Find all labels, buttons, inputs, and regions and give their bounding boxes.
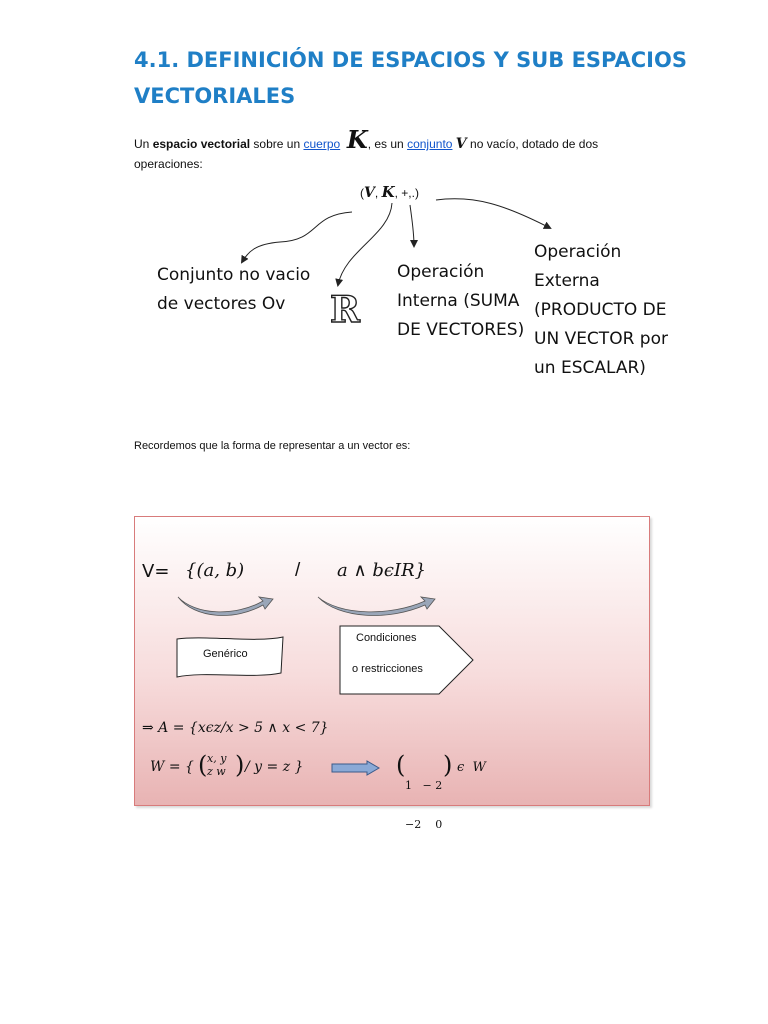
generico-label: Genérico [203, 648, 248, 660]
intro-word: , es un [367, 137, 404, 151]
label-line: Conjunto no vacio [157, 265, 311, 285]
cuerpo-link[interactable]: cuerpo [303, 137, 341, 151]
paren-open: ( [198, 751, 208, 779]
v-label: V= [142, 561, 170, 582]
result-matrix-row: −2 0 [405, 818, 443, 831]
set-symbol-v: V [455, 136, 467, 152]
field-symbol-k: K [346, 125, 368, 154]
label-line: Operación [397, 262, 485, 282]
result-membership: ϵ W [457, 760, 486, 775]
v-slash: / [295, 560, 301, 581]
arrow-to-interna [410, 205, 414, 246]
result-matrix-row: 1 − 2 [405, 779, 443, 792]
paren-close: ) [235, 751, 245, 779]
right-arrow-icon [331, 760, 381, 776]
intro-word: Un [134, 137, 150, 151]
label-line: un ESCALAR) [534, 358, 646, 378]
label-line: DE VECTORES) [397, 320, 525, 340]
vector-representation-text: Recordemos que la forma de representar a un vector es: [134, 440, 411, 452]
curved-arrow-icon [315, 591, 439, 617]
arrow-to-real [338, 203, 392, 285]
v-condition: a ∧ bϵIR} [337, 560, 427, 581]
conjunto-link[interactable]: conjunto [407, 137, 453, 151]
tuple-v: V [364, 185, 375, 201]
tuple-sep: , [374, 186, 379, 200]
w-matrix-row: x, y [207, 752, 227, 765]
label-interna [397, 258, 524, 345]
tuple-rest: , +,.) [394, 186, 419, 200]
condiciones-label: Condiciones [356, 632, 417, 644]
intro-word: no vacío, dotado de dos [470, 137, 599, 151]
label-line: UN VECTOR por [534, 329, 668, 349]
arrow-to-conjunto [242, 212, 352, 262]
w-matrix-row: z w [207, 765, 226, 778]
paren-close: ) [443, 751, 453, 779]
diagram-arrows [0, 0, 768, 460]
result-matrix [405, 753, 442, 857]
real-numbers-symbol: R [330, 289, 360, 331]
paren-open: ( [396, 751, 406, 779]
label-line: Interna (SUMA [397, 291, 520, 311]
v-set-generic: {(a, b) [185, 560, 245, 581]
page-title: 4.1. DEFINICIÓN DE ESPACIOS Y SUB ESPACIOS VECTORIALES [134, 48, 687, 108]
intro-word: sobre un [253, 137, 301, 151]
tuple-open: ( [360, 186, 364, 200]
curved-arrow-icon [175, 591, 275, 617]
intro-bold-term: espacio vectorial [152, 137, 251, 151]
w-matrix [207, 752, 226, 778]
label-line: de vectores Ov [157, 294, 286, 314]
tuple-k: K [381, 183, 395, 201]
arrow-to-externa [436, 199, 550, 228]
label-line: Externa [534, 271, 600, 291]
intro-word: operaciones: [134, 157, 203, 171]
set-a-definition: ⇒ A = {xϵz/x > 5 ∧ x < 7} [142, 720, 329, 736]
label-line: Operación [534, 242, 622, 262]
label-externa [534, 238, 668, 383]
w-lhs: W = { [150, 759, 194, 775]
label-conjunto [157, 261, 310, 319]
w-rhs: / y = z } [245, 759, 304, 775]
label-line: (PRODUCTO DE [534, 300, 667, 320]
restricciones-label: o restricciones [352, 663, 423, 675]
vector-example-box [134, 516, 650, 831]
